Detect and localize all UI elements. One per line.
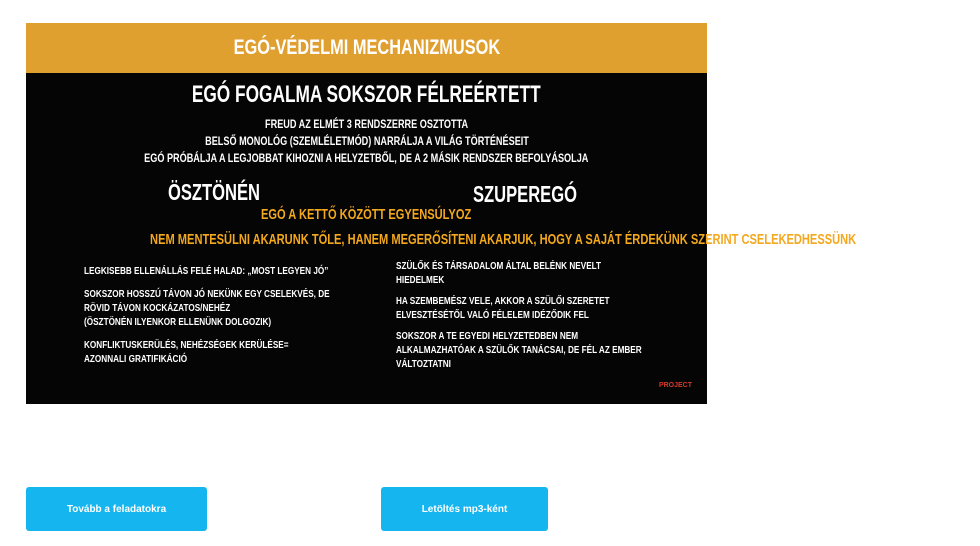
list-item [84,287,374,329]
list-item-line: AZONNALI GRATIFIKÁCIÓ [84,353,188,365]
slide-title-text: EGÓ FOGALMA SOKSZOR FÉLREÉRTETT [192,81,541,108]
list-item [396,294,696,322]
slide-bullet-1: FREUD AZ ELMÉT 3 RENDSZERRE OSZTOTTA [264,117,469,131]
list-item-line: ELVESZTÉSÉTŐL VALÓ FÉLELEM IDÉZŐDIK FEL [396,309,589,321]
slide-title [26,81,707,109]
list-item [396,259,696,287]
left-heading-text: ÖSZTÖNÉN [168,179,261,205]
list-item-line: RÖVID TÁVON KOCKÁZATOS/NEHÉZ [84,302,231,314]
list-item [396,329,696,371]
list-item-line: KONFLIKTUSKERÜLÉS, NEHÉZSÉGEK KERÜLÉSE= [84,339,289,351]
list-item [84,338,374,366]
slide-bullet-2: BELSŐ MONOLÓG (SZEMLÉLETMÓD) NARRÁLJA A VILÁG TÖRTÉNÉSEIT [204,134,529,148]
left-column [84,264,374,375]
balance-text: EGÓ A KETTŐ KÖZÖTT EGYENSÚLYOZ [261,206,472,223]
list-item-line: ALKALMAZHATÓAK A SZÜLŐK TANÁCSAI, DE FÉL AZ EMBER [396,344,642,356]
slide-header-text: EGÓ-VÉDELMI MECHANIZMUSOK [233,36,500,59]
slide-bullet [26,117,707,131]
list-item-line: HA SZEMBEMÉSZ VELE, AKKOR A SZÜLŐI SZERETET [396,295,610,307]
list-item-line: VÁLTOZTATNI [396,358,451,370]
watermark-logo: PROJECT [658,382,692,389]
right-heading-text: SZUPEREGÓ [473,181,577,207]
slide-bullet [26,151,707,165]
right-heading [473,181,617,208]
list-item-line: LEGKISEBB ELLENÁLLÁS FELÉ HALAD: „MOST LEGYEN JÓ” [84,265,329,277]
list-item-line: HIEDELMEK [396,274,445,286]
orange-statement-text: NEM MENTESÜLNI AKARUNK TŐLE, HANEM MEGERŐSÍTENI AKARJUK, HOGY A SAJÁT ÉRDEKÜNK SZERINT CSELEKEDHESSÜNK [150,231,857,248]
list-item-line: SOKSZOR A TE EGYEDI HELYZETEDBEN NEM [396,330,579,342]
list-item-line: SZÜLŐK ÉS TÁRSADALOM ÁLTAL BELÉNK NEVELT [396,260,602,272]
balance-line [26,206,707,223]
right-column [396,259,696,378]
slide-bullet [26,134,707,148]
orange-statement [26,231,857,248]
list-item-line: SOKSZOR HOSSZÚ TÁVON JÓ NEKÜNK EGY CSELEKVÉS, DE [84,288,330,300]
slide-header [26,23,707,73]
left-heading [168,179,296,206]
slide-bullet-3: EGÓ PRÓBÁLJA A LEGJOBBAT KIHOZNI A HELYZETBŐL, DE A 2 MÁSIK RENDSZER BEFOLYÁSOLJA [144,151,589,165]
next-tasks-button[interactable]: Tovább a feladatokra [26,487,207,531]
download-mp3-button[interactable]: Letöltés mp3-ként [381,487,548,531]
slide-image [26,23,857,404]
list-item [84,264,374,278]
list-item-line: (ÖSZTÖNÉN ILYENKOR ELLENÜNK DOLGOZIK) [84,316,272,328]
